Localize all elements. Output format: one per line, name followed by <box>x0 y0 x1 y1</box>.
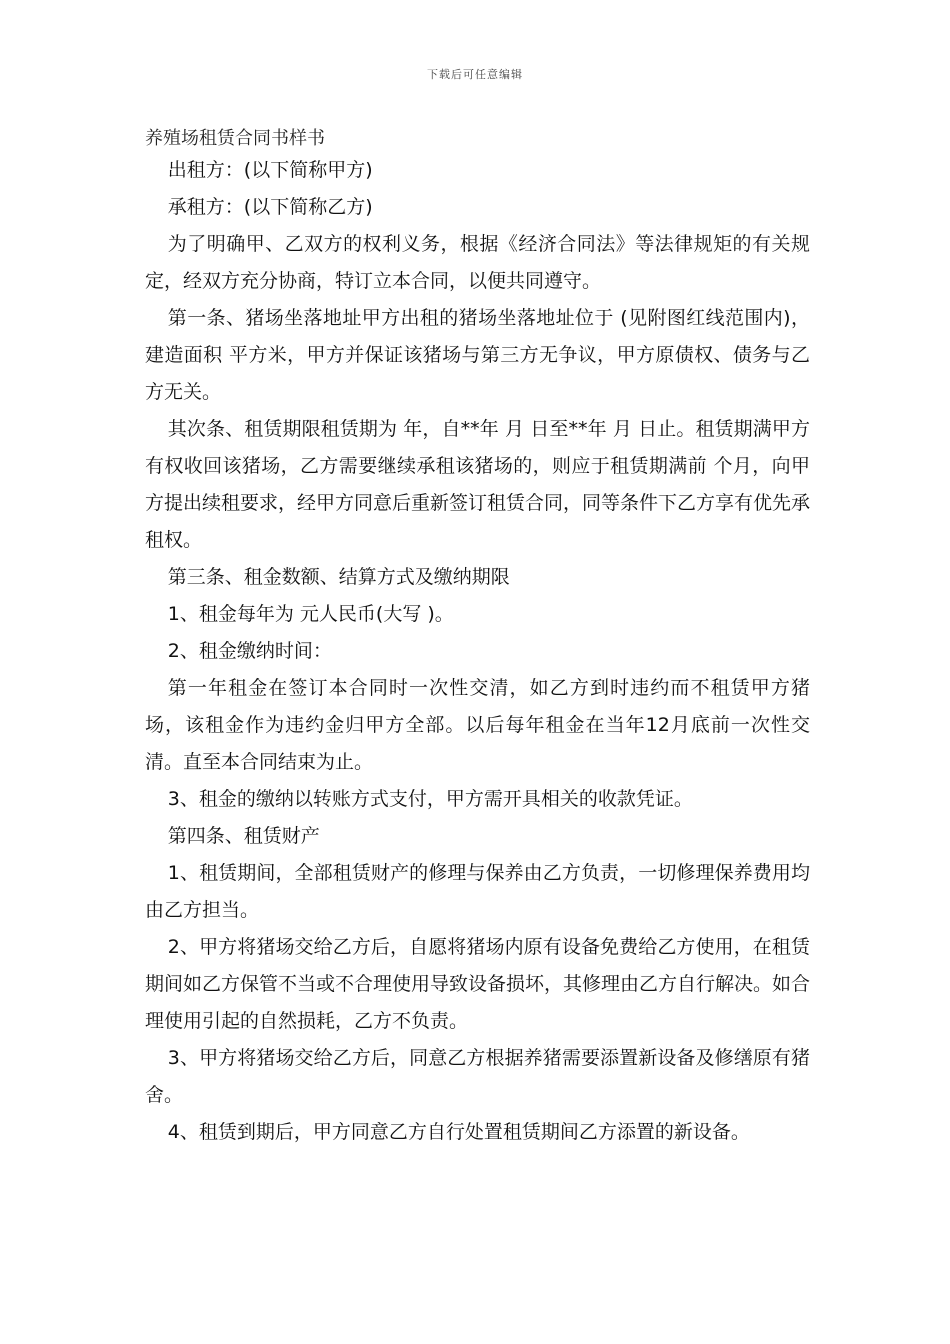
paragraph-article-3-item-3: 3、租金的缴纳以转账方式支付，甲方需开具相关的收款凭证。 <box>167 788 693 810</box>
paragraph-preamble: 为了明确甲、乙双方的权利义务，根据《经济合同法》等法律规矩的有关规定，经双方充分协商，特订立本合同，以便共同遵守。 <box>145 233 810 292</box>
paragraph-article-4-item-1: 1、租赁期间，全部租赁财产的修理与保养由乙方负责，一切修理保养费用均由乙方担当。 <box>145 862 810 921</box>
paragraph-article-1: 第一条、猪场坐落地址甲方出租的猪场坐落地址位于 (见附图红线范围内)，建造面积 平方米，甲方并保证该猪场与第三方无争议，甲方原债权、债务与乙方无关。 <box>145 307 810 403</box>
paragraph-article-4-item-3: 3、甲方将猪场交给乙方后，同意乙方根据养猪需要添置新设备及修缮原有猪舍。 <box>145 1047 810 1106</box>
header-note: 下载后可任意编辑 <box>427 68 523 81</box>
paragraph-article-3-heading: 第三条、租金数额、结算方式及缴纳期限 <box>167 566 510 588</box>
paragraph-article-3-item-1: 1、租金每年为 元人民币(大写 )。 <box>167 603 454 625</box>
paragraph-article-3-item-2-detail: 第一年租金在签订本合同时一次性交清，如乙方到时违约而不租赁甲方猪场，该租金作为违约金归甲方全部。以后每年租金在当年12月底前一次性交清。直至本合同结束为止。 <box>145 677 810 773</box>
paragraph-article-4-item-4: 4、租赁到期后，甲方同意乙方自行处置租赁期间乙方添置的新设备。 <box>167 1121 750 1143</box>
document-title: 养殖场租赁合同书样书 <box>145 128 325 149</box>
paragraph-lessee: 承租方：(以下简称乙方) <box>167 196 373 218</box>
paragraph-article-2: 其次条、租赁期限租赁期为 年，自**年 月 日至**年 月 日止。租赁期满甲方有权收回该猪场，乙方需要继续承租该猪场的，则应于租赁期满前 个月，向甲方提出续租要求，经甲方同意后重新签订租赁合同，同等条件下乙方享有优先承租权。 <box>145 418 811 551</box>
paragraph-article-4-item-2: 2、甲方将猪场交给乙方后，自愿将猪场内原有设备免费给乙方使用，在租赁期间如乙方保管不当或不合理使用导致设备损坏，其修理由乙方自行解决。如合理使用引起的自然损耗，乙方不负责。 <box>145 936 811 1032</box>
paragraph-article-3-item-2: 2、租金缴纳时间： <box>167 640 332 662</box>
document-body <box>145 152 810 1151</box>
paragraph-lessor: 出租方：(以下简称甲方) <box>167 159 373 181</box>
paragraph-article-4-heading: 第四条、租赁财产 <box>167 825 320 847</box>
